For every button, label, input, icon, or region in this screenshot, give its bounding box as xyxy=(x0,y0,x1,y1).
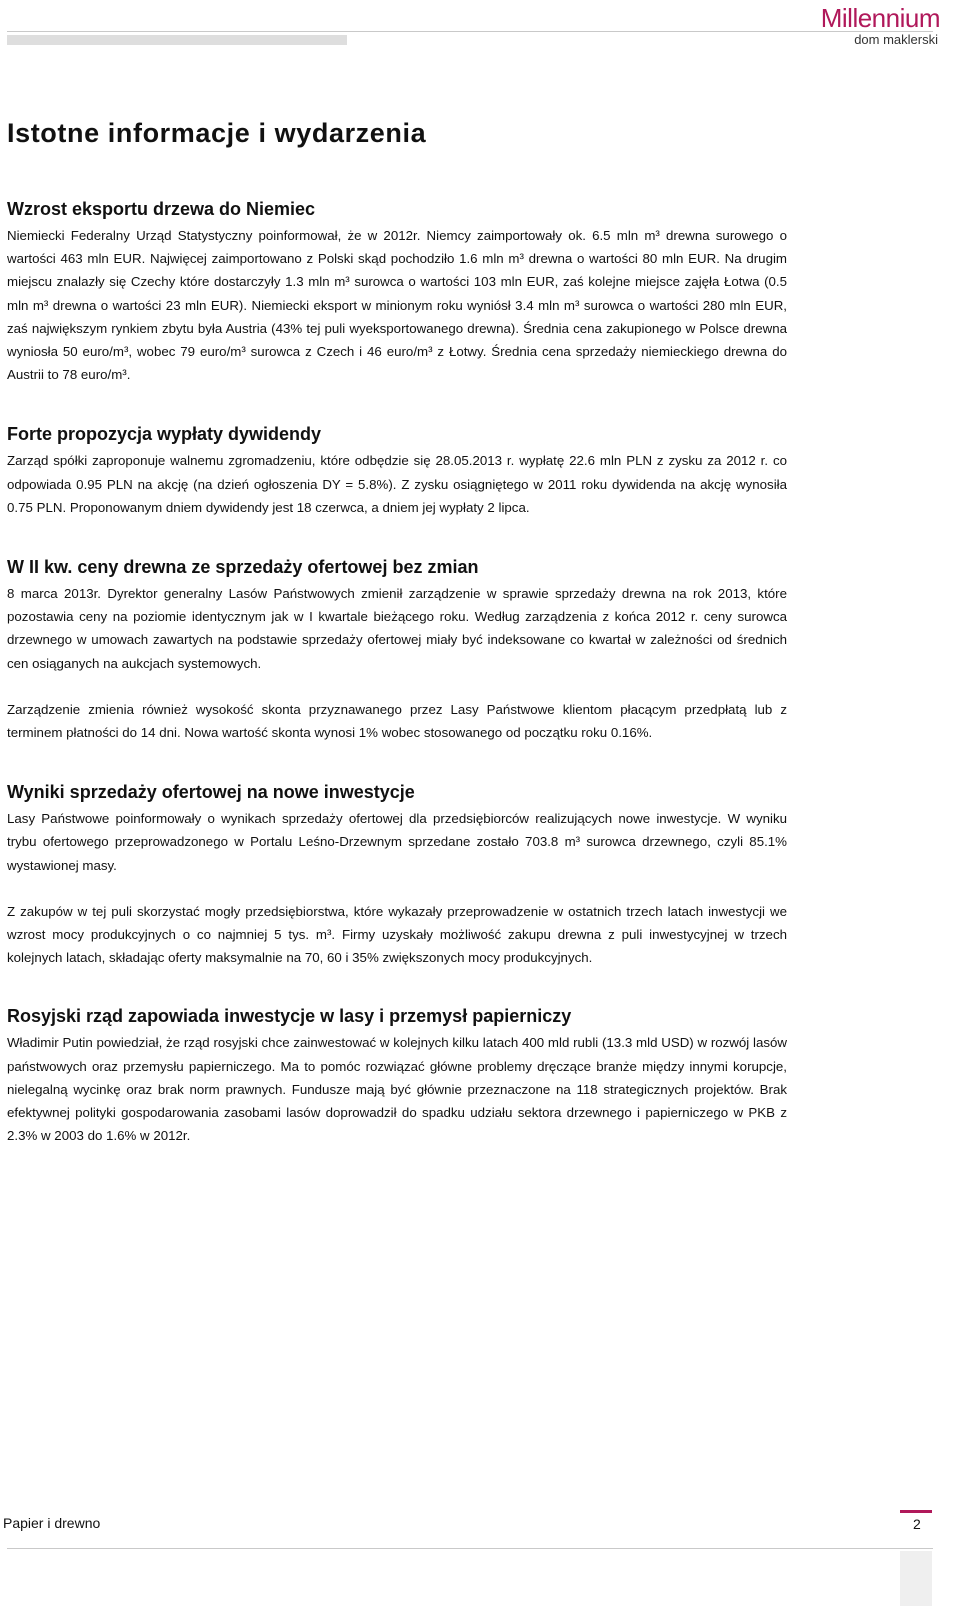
header-bar xyxy=(7,35,347,45)
section-paragraph: Zarządzenie zmienia również wysokość skonta przyznawanego przez Lasy Państwowe klientom płacącym przedpłatą lub z terminem płatności do 14 dni. Nowa wartość skonta wynosi 1% wobec stosowanego od początku roku 0.16%. xyxy=(7,701,787,741)
section-heading: Wyniki sprzedaży ofertowej na nowe inwestycje xyxy=(7,782,415,803)
section-heading: Forte propozycja wypłaty dywidendy xyxy=(7,424,322,445)
section-wood-export xyxy=(7,196,787,386)
section-paragraph: 8 marca 2013r. Dyrektor generalny Lasów Państwowych zmienił zarządzenie w sprawie sprzedaży drewna na rok 2013, które pozostawia ceny na poziomie identycznym jak w I kwartale bieżącego roku. Według zarządzenia z końca 2012 r. ceny surowca drzewnego w umowach zawartych na podstawie sprzedaży ofertowej miały być indeksowane co kwartał w zależności od średnich cen osiąganych na aukcjach systemowych. xyxy=(7,586,787,671)
section-paragraph: Lasy Państwowe poinformowały o wynikach sprzedaży ofertowej dla przedsiębiorców realizujących nowe inwestycje. W wyniku trybu ofertowego przeprowadzonego w Portalu Leśno-Drzewnym sprzedane zostało 703.8 m³ surowca drzewnego, czyli 85.1% wystawionej masy. xyxy=(7,811,787,873)
section-heading: W II kw. ceny drewna ze sprzedaży ofertowej bez zmian xyxy=(7,557,479,578)
section-paragraph: Niemiecki Federalny Urząd Statystyczny poinformował, że w 2012r. Niemcy zaimportowały ok. 6.5 mln m³ drewna surowego o wartości 463 mln EUR. Najwięcej zaimportowano z Polski skąd pochodziło 1.6 mln m³ drewna o wartości 80 mln EUR. Na drugim miejscu znalazły się Czechy które dostarczyły 1.3 mln m³ surowca o wartości 103 mln EUR, zaś kolejne miejsce zajęła Łotwa (0.5 mln m³ drewna o wartości 23 mln EUR). Niemiecki eksport w minionym roku wyniósł 3.4 mln m³ surowca o wartości 280 mln EUR, zaś największym rynkiem zbytu była Austria (43% tej puli wyeksportowanego drewna). Średnia cena zakupionego w Polsce drewna wyniosła 50 euro/m³, wobec 79 euro/m³ surowca z Czech i 46 euro/m³ z Łotwy. Średnia cena sprzedaży niemieckiego drewna do Austrii to 78 euro/m³. xyxy=(7,228,787,383)
logo-sub-text: dom maklerski xyxy=(854,32,938,47)
article-content xyxy=(7,196,787,1147)
section-russia-investment xyxy=(7,1003,787,1147)
section-paragraph: Zarząd spółki zaproponuje walnemu zgromadzeniu, które odbędzie się 28.05.2013 r. wypłatę 22.6 mln PLN z zysku za 2012 r. co odpowiada 0.95 PLN na akcję (na dzień ogłoszenia DY = 5.8%). Z zysku osiągniętego w 2011 roku dywidenda na akcję wynosiła 0.75 PLN. Proponowanym dniem dywidendy jest 18 czerwca, a dniem jej wypłaty 2 lipca. xyxy=(7,453,787,515)
millennium-logo xyxy=(790,3,940,47)
footer-rule xyxy=(7,1548,933,1549)
section-heading: Wzrost eksportu drzewa do Niemiec xyxy=(7,199,316,219)
section-paragraph: Władimir Putin powiedział, że rząd rosyjski chce zainwestować w kolejnych kilku latach 400 mld rubli (13.3 mld USD) w rozwój lasów państwowych oraz przemysłu papierniczego. Ma to pomóc rozwiązać główne problemy dręczące branże między innymi korupcje, nielegalną wycinkę oraz brak norm prawnych. Fundusze mają być głównie przeznaczone na 118 strategicznych projektów. Brak efektywnej polityki gospodarowania zasobami lasów doprowadził do spadku udziału sektora drzewnego i papierniczego w PKB z 2.3% w 2003 do 1.6% w 2012r. xyxy=(7,1035,787,1144)
logo-main-text: Millennium xyxy=(820,3,940,33)
section-forte-dividend xyxy=(7,421,787,519)
page-title: Istotne informacje i wydarzenia xyxy=(7,118,427,148)
section-wood-prices xyxy=(7,554,787,744)
footer-gray-block xyxy=(900,1551,932,1606)
page-number-accent xyxy=(900,1510,932,1513)
section-paragraph: Z zakupów w tej puli skorzystać mogły przedsiębiorstwa, które wykazały przeprowadzenie w ostatnich trzech latach inwestycji we wzrost mocy produkcyjnych o co najmniej 5 tys. m³. Firmy uzyskały możliwość zakupu drewna z puli inwestycyjnej w trzech kolejnych latach, składając oferty maksymalnie na 70, 60 i 35% zwiększonych mocy produkcyjnych. xyxy=(7,903,787,966)
section-offer-sale-results xyxy=(7,779,787,969)
section-heading: Rosyjski rząd zapowiada inwestycje w lasy i przemysł papierniczy xyxy=(7,1006,572,1027)
page-number: 2 xyxy=(913,1516,921,1532)
footer-section-name: Papier i drewno xyxy=(3,1515,101,1531)
